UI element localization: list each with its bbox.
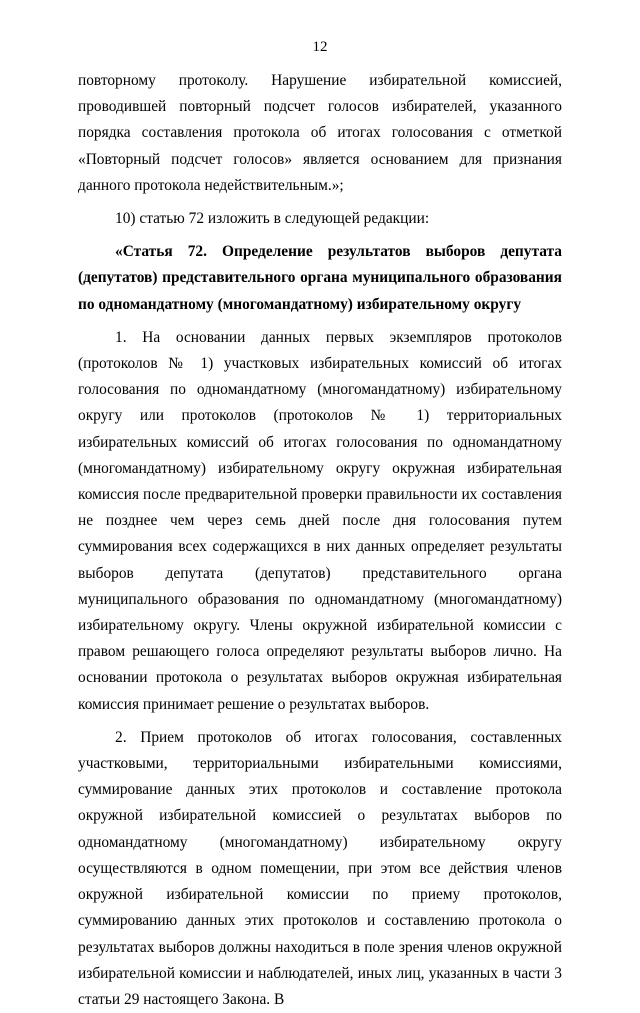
- article-heading: «Статья 72. Определение результатов выборов депутата (депутатов) представительного органа муниципального образования по одномандатному (многомандатному) избирательному округу: [78, 243, 562, 313]
- document-body: [78, 68, 562, 1013]
- paragraph-continuation: повторному протоколу. Нарушение избирательной комиссией, проводившей повторный подсчет голосов избирателей, указанного порядка составления протокола об итогах голосования с отметкой «Повторный подсчет голосов» является основанием для признания данного протокола недействительным.»;: [78, 72, 562, 194]
- article-clause-1: 1. На основании данных первых экземпляров протоколов (протоколов № 1) участковых избирательных комиссий об итогах голосования по одномандатному (многомандатному) избирательному округу или протоколов (протоколов № 1) территориальных избирательных комиссий об итогах голосования по одномандатному (многомандатному) избирательному округу окружная избирательная комиссия после предварительной проверки правильности их составления не позднее чем через семь дней после дня голосования путем суммирования всех содержащихся в них данных определяет результаты выборов депутата (депутатов) представительного органа муниципального образования по одномандатному (многомандатному) избирательному округу. Члены окружной избирательной комиссии с правом решающего голоса определяют результаты выборов лично. На основании протокола о результатах выборов окружная избирательная комиссия принимает решение о результатах выборов.: [78, 328, 562, 713]
- page-number: 12: [312, 39, 328, 55]
- article-clause-2: 2. Прием протоколов об итогах голосования, составленных участковыми, территориальными избирательными комиссиями, суммирование данных этих протоколов и составление протокола окружной избирательной комиссией о результатах выборов по одномандатному (многомандатному) избирательному округу осуществляются в одном помещении, при этом все действия членов окружной избирательной комиссии по приему протоколов, суммированию данных этих протоколов и составлению протокола о результатах выборов должны находиться в поле зрения членов окружной избирательной комиссии и наблюдателей, иных лиц, указанных в части 3 статьи 29 настоящего Закона. В: [78, 728, 562, 1008]
- paragraph-amendment-item: 10) статью 72 изложить в следующей редакции:: [115, 210, 430, 228]
